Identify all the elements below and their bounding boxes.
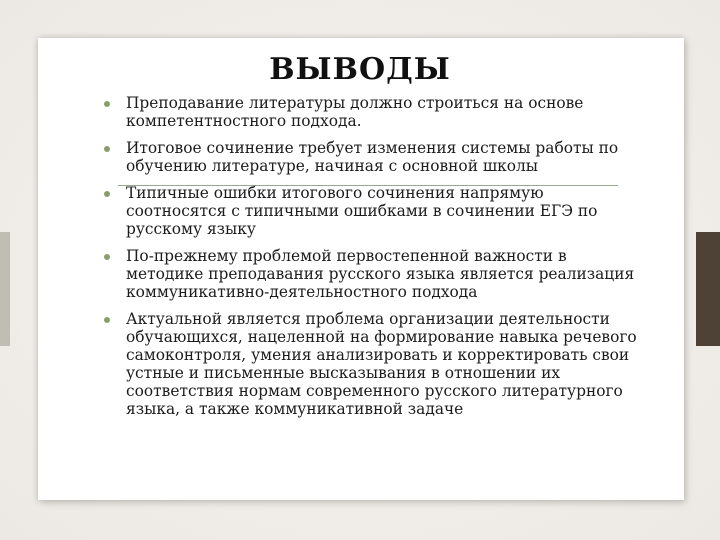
bullet-text: Актуальной является проблема организации деятельности обучающихся, нацеленной на формирование навыка речевого самоконтроля, умения анализировать и корректировать свои устные и письменные высказывания в отношении их соответствия нормам современного русского литературного языка, а также коммуникативной задаче [126,310,637,418]
left-accent-tab [0,232,10,346]
bullet-item [104,94,644,130]
bullet-list [104,94,644,427]
slide-title: ВЫВОДЫ [269,52,451,87]
bullet-item [104,139,644,175]
bullet-dot-icon [104,254,110,260]
bullet-dot-icon [104,317,110,323]
bullet-text: Типичные ошибки итогового сочинения напрямую соотносятся с типичными ошибками в сочинении ЕГЭ по русскому языку [126,184,598,238]
bullet-item [104,184,644,238]
bullet-text: Преподавание литературы должно строиться на основе компетентностного подхода. [126,94,584,130]
bullet-item [104,247,644,301]
right-accent-tab [696,232,720,346]
bullet-dot-icon [104,146,110,152]
bullet-dot-icon [104,191,110,197]
bullet-text: Итоговое сочинение требует изменения системы работы по обучению литературе, начиная с основной школы [126,139,619,175]
bullet-item [104,310,644,418]
bullet-dot-icon [104,101,110,107]
bullet-text: По-прежнему проблемой первостепенной важности в методике преподавания русского языка является реализация коммуникативно-деятельностного подхода [126,247,635,301]
